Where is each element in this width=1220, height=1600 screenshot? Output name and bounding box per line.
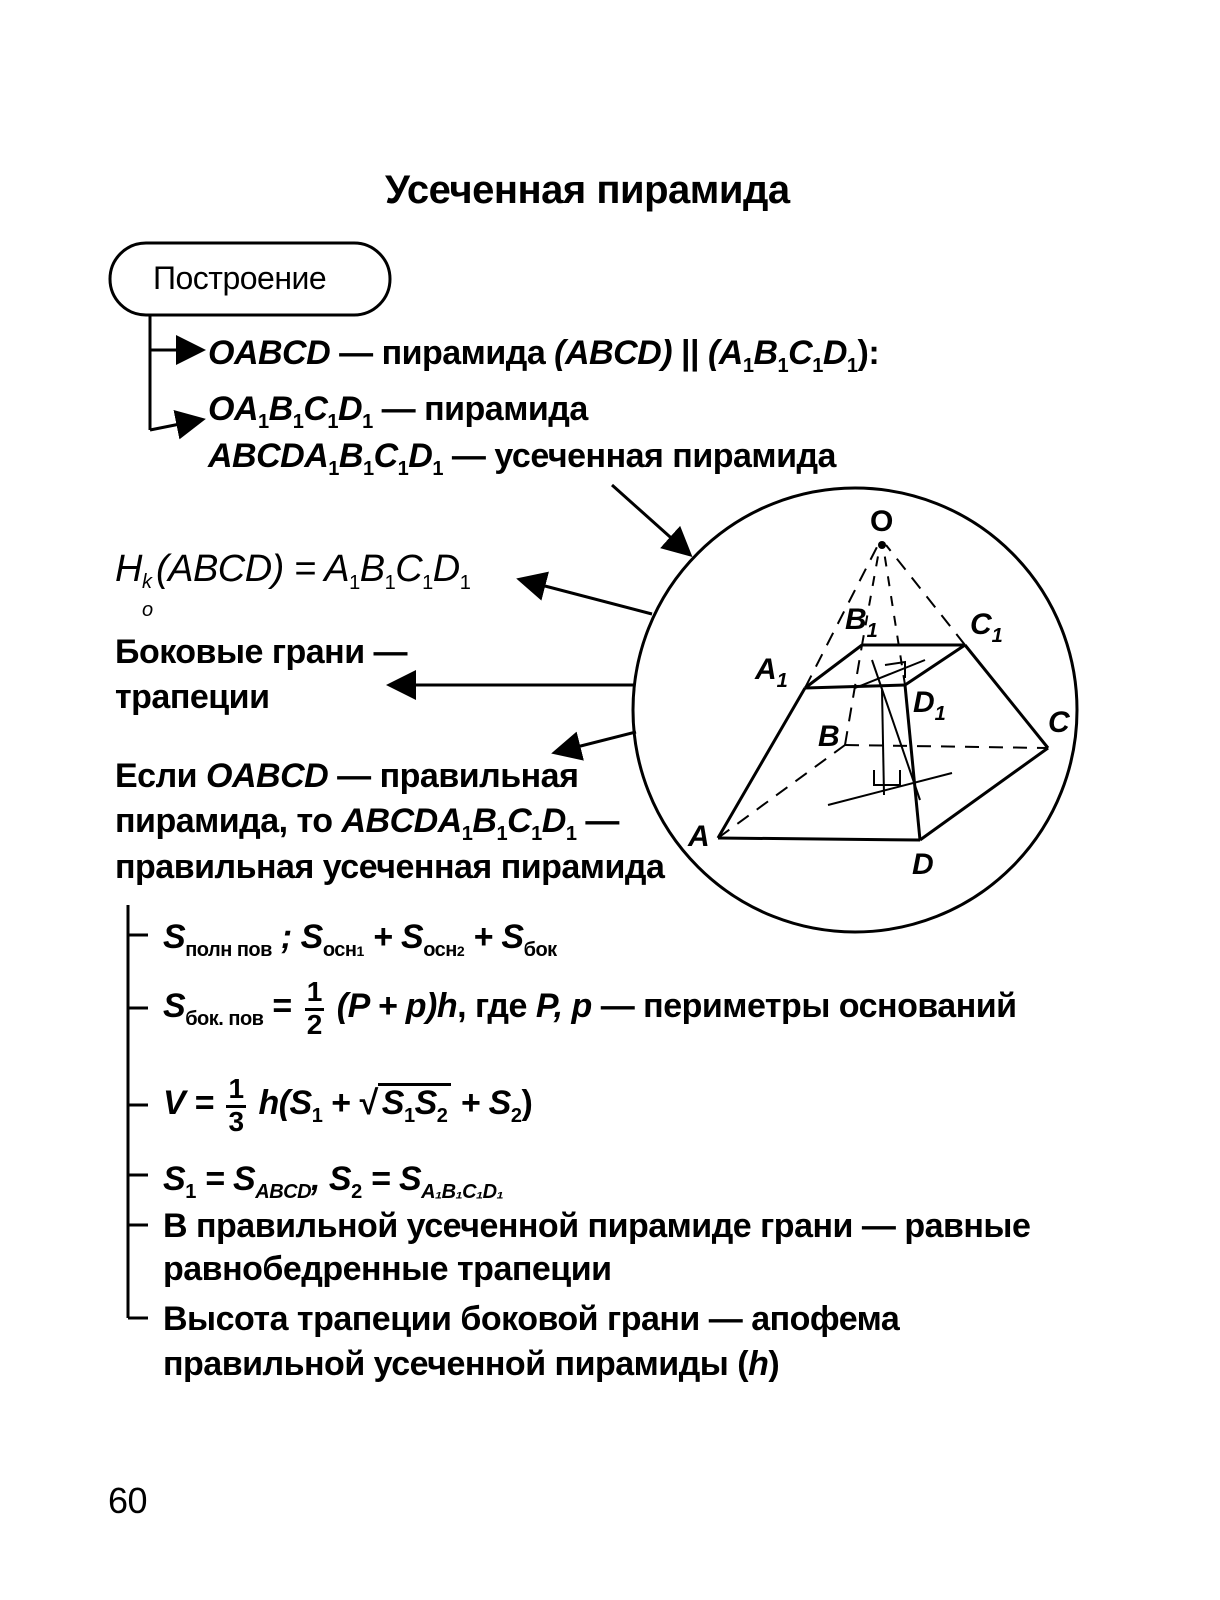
formula-total-surface: $S_{полн пов}$ ; $S_{осн1} + S_{осн2} + S_{бок}$ [163, 918, 557, 961]
construction-line-1: OABCD — пирамида (ABCD) || $(A_1B_1C_1D_1)$: [208, 334, 880, 377]
formula-bases: $S_1 = S_{ABCD}$, $S_2 = S_{A_1B_1C_1D_1}$ [163, 1160, 504, 1203]
homothety-formula: H k o (ABCD) = $A_1B_1C_1D_1$ [115, 548, 471, 621]
construction-label: Построение [153, 260, 327, 296]
formulas-bracket [128, 905, 148, 1318]
regular-faces-note-line-1: В правильной усеченной пирамиде грани — равные [163, 1207, 1031, 1245]
arrow-construction-2 [150, 420, 200, 430]
page-title: Усеченная пирамида [385, 168, 790, 212]
label-B1: $B_1$ [845, 603, 878, 642]
apothem-note-line-1: Высота трапеции боковой грани — апофема [163, 1300, 900, 1338]
regular-faces-note-line-2: равнобедренные трапеции [163, 1250, 612, 1288]
side-faces-line-1: Боковые грани — [115, 633, 408, 671]
label-A1: $A_1$ [755, 653, 788, 692]
label-C1: $C_1$ [970, 608, 1003, 647]
formula-lateral-surface: $S_{бок. пов}$ = $\frac{1}{2}$ (P + p)h, где P, p — периметры оснований [163, 975, 1017, 1040]
apothem-note-line-2: правильной усеченной пирамиды (h) [163, 1345, 780, 1383]
label-D: D [912, 848, 934, 881]
formula-volume: V = $\frac{1}{3}$ $h(S_1$ + √ $S_1S_2 + S_2$) [163, 1072, 533, 1137]
regular-line-3: правильная усеченная пирамида [115, 848, 665, 886]
side-faces-line-2: трапеции [115, 678, 270, 716]
construction-line-2: $OA_1B_1C_1D_1$ — пирамида [208, 390, 588, 433]
arrow-into-circle [612, 485, 688, 553]
arrow-homothety [522, 580, 652, 614]
page-number: 60 [108, 1480, 148, 1521]
label-C: C [1048, 706, 1070, 739]
construction-line-3: $ABCDA_1B_1C_1D_1$ — усеченная пирамида [208, 437, 836, 480]
label-O: O [870, 505, 894, 538]
regular-line-1: Если OABCD — правильная [115, 757, 579, 795]
label-A: A [688, 820, 710, 853]
apex-point [878, 541, 886, 549]
regular-line-2: пирамида, то $ABCDA_1B_1C_1D_1$ — [115, 802, 619, 845]
arrow-regular [557, 732, 636, 752]
label-B: B [818, 720, 840, 753]
figure-circle [633, 488, 1077, 932]
label-D1: $D_1$ [913, 686, 946, 725]
